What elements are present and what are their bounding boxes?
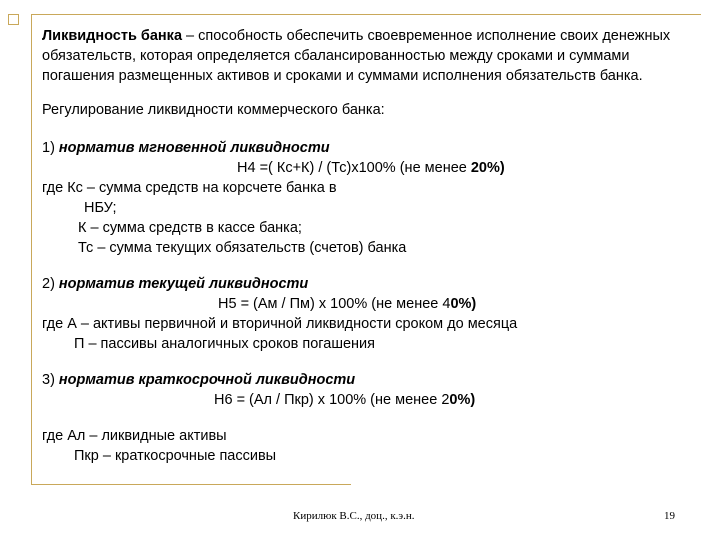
- norm-1-where-2: НБУ;: [84, 200, 117, 216]
- definition-text: – способность обеспечить своевременное исполнение своих денежных обязательств, которая определяется сбалансированностью между сроками и суммами погашения размещенных активов и сроками и суммами исполнения обязательств банка.: [42, 28, 671, 84]
- footer-author: Кирилюк В.С., доц., к.э.н.: [293, 510, 415, 522]
- norm-1-where-4: Тс – сумма текущих обязательств (счетов) банка: [78, 240, 407, 256]
- norm-1-formula-bold: 20%): [470, 160, 505, 176]
- norm-3-where-1: где Ал – ликвидные активы: [42, 428, 227, 444]
- norm-1-title: норматив мгновенной ликвидности: [58, 140, 330, 156]
- norm-1-where-1: где Кс – сумма средств на корсчете банка в: [42, 180, 337, 196]
- norm-2-formula: [42, 294, 692, 314]
- norm-2-heading: [42, 274, 692, 294]
- norm-2-number: 2): [42, 276, 59, 292]
- norm-2-formula-text: Н5 = (Ам / Пм) х 100% (не менее 4: [218, 296, 451, 312]
- norm-2-block: [42, 274, 692, 354]
- norm-2-title: норматив текущей ликвидности: [58, 276, 309, 292]
- norm-1-formula: [42, 158, 692, 178]
- norm-1-block: [42, 138, 692, 258]
- slide-frame-left-line: [31, 14, 32, 484]
- norm-2-formula-bold: 0%): [450, 296, 477, 312]
- definition-term: Ликвидность банка: [42, 28, 183, 44]
- regulation-heading: Регулирование ликвидности коммерческого банка:: [42, 102, 385, 118]
- page-number: 19: [664, 510, 675, 522]
- slide-content: [42, 26, 692, 466]
- norm-1-formula-text: Н4 =( Кс+К) / (Тс)х100% (не менее: [237, 160, 471, 176]
- norm-3-where-2: Пкр – краткосрочные пассивы: [74, 448, 277, 464]
- norm-1-where-3: К – сумма средств в кассе банка;: [78, 220, 302, 236]
- norm-1-heading: [42, 138, 692, 158]
- norm-3-block: [42, 370, 692, 410]
- slide-corner-square: [8, 14, 19, 25]
- norm-3-formula: [42, 390, 692, 410]
- norm-3-title: норматив краткосрочной ликвидности: [58, 372, 356, 388]
- slide-frame-bottom-line: [31, 484, 351, 485]
- liquidity-definition: [42, 26, 692, 86]
- norm-2-where-2: П – пассивы аналогичных сроков погашения: [74, 336, 375, 352]
- norm-2-where-1: где А – активы первичной и вторичной ликвидности сроком до месяца: [42, 316, 518, 332]
- slide-frame-top-line: [31, 14, 701, 15]
- norm-3-number: 3): [42, 372, 59, 388]
- norm-3-heading: [42, 370, 692, 390]
- norm-1-number: 1): [42, 140, 59, 156]
- norm-3-formula-bold: 0%): [449, 392, 476, 408]
- norm-3-formula-text: Н6 = (Ал / Пкр) х 100% (не менее 2: [214, 392, 450, 408]
